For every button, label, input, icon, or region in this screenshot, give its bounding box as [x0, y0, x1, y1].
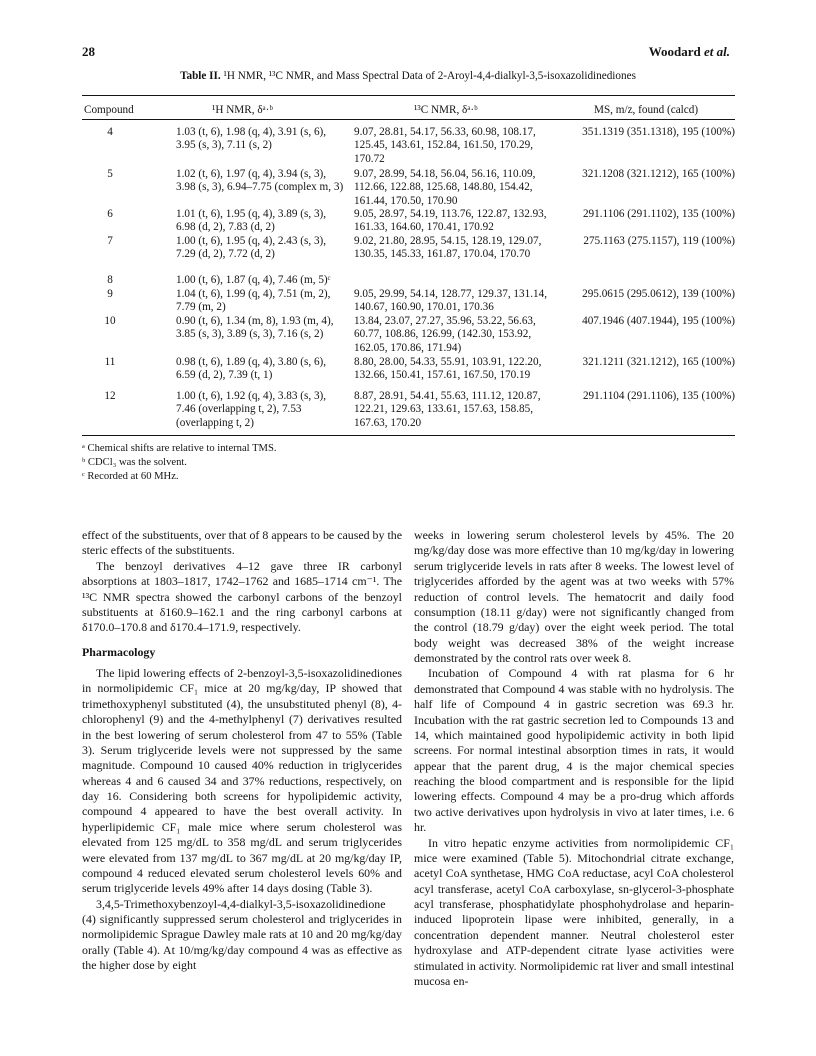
- h-nmr-cell: 1.03 (t, 6), 1.98 (q, 4), 3.91 (s, 6), 3.95 (s, 3), 7.11 (s, 2): [176, 126, 327, 152]
- compound-number: 8: [107, 274, 113, 286]
- ms-cell: 351.1319 (351.1318), 195 (100%): [582, 126, 735, 138]
- ms-cell: 295.0615 (295.0612), 139 (100%): [582, 288, 735, 300]
- table-header-ms: MS, m/z, found (calcd): [594, 104, 699, 116]
- body-paragraph: In vitro hepatic enzyme activities from normolipidemic CF₁ mice were examined (Table 5). Mitochondrial citrate exchange, acetyl CoA synthetase, HMG CoA reductase, acyl CoA cholesterol acyl transferase, acetyl CoA carboxylase, sn-glycerol-3-phosphate acyl transferase, phosphatidylate phosphohydrolase and heparin-induced lipoprotein lipase were inhibited, generally, in a concentration dependent manner. Neutral cholesterol ester hydroxylase and ATP-dependent citrate lyase activities were stimulated in activity. Normolipidemic rat liver and small intestinal mucosa en-: [414, 835, 734, 988]
- h-nmr-cell: 0.90 (t, 6), 1.34 (m, 8), 1.93 (m, 4), 3.85 (s, 3), 3.89 (s, 3), 7.16 (s, 2): [176, 315, 334, 341]
- c-nmr-cell: 8.80, 28.00, 54.33, 55.91, 103.91, 122.20, 132.66, 150.41, 157.61, 167.50, 170.19: [354, 356, 542, 382]
- compound-number: 7: [107, 235, 113, 247]
- ms-cell: 291.1104 (291.1106), 135 (100%): [582, 390, 735, 402]
- table-bottom-rule: [82, 435, 735, 436]
- body-paragraph: The benzoyl derivatives 4–12 gave three IR carbonyl absorptions at 1803–1817, 1742–1762 and 1685–1714 cm⁻¹. The ¹³C NMR spectra showed the carbonyl carbons of the benzoyl substituents at δ160.9–162.1 and the ring carbonyl carbons at δ170.0–170.8 and δ170.4–171.9, respectively.: [82, 558, 402, 635]
- compound-number: 12: [104, 390, 116, 402]
- h-nmr-cell: 1.00 (t, 6), 1.92 (q, 4), 3.83 (s, 3), 7.46 (overlapping t, 2), 7.53 (overlapping t, 2): [176, 390, 327, 429]
- compound-number: 10: [104, 315, 116, 327]
- h-nmr-cell: 1.00 (t, 6), 1.95 (q, 4), 2.43 (s, 3), 7.29 (d, 2), 7.72 (d, 2): [176, 235, 327, 261]
- h-nmr-cell: 0.98 (t, 6), 1.89 (q, 4), 3.80 (s, 6), 6.59 (d, 2), 7.39 (t, 1): [176, 356, 327, 382]
- footnote-c: ᶜ Recorded at 60 MHz.: [82, 470, 179, 482]
- footnote-b: ᵇ CDCl₃ was the solvent.: [82, 456, 187, 468]
- body-paragraph: 3,4,5-Trimethoxybenzoyl-4,4-dialkyl-3,5-isoxazolidinedione (4) significantly suppressed serum cholesterol and triglycerides in normolipidemic Sprague Dawley male rats at 10 and 20 mg/kg/day orally (Table 4). At 10/mg/kg/day compound 4 was as effective as the higher dose by eight: [82, 896, 402, 973]
- h-nmr-cell: 1.02 (t, 6), 1.97 (q, 4), 3.94 (s, 3), 3.98 (s, 3), 6.94–7.75 (complex m, 3): [176, 168, 344, 194]
- ms-cell: 321.1208 (321.1212), 165 (100%): [582, 168, 735, 180]
- page-number: 28: [82, 44, 95, 59]
- compound-number: 9: [107, 288, 113, 300]
- table-caption-label: Table II.: [180, 70, 221, 82]
- table-caption: [82, 70, 734, 82]
- section-heading-pharmacology: Pharmacology: [82, 644, 156, 659]
- ms-cell: 291.1106 (291.1102), 135 (100%): [582, 208, 735, 220]
- compound-number: 6: [107, 208, 113, 220]
- body-paragraph: effect of the substituents, over that of 8 appears to be caused by the steric effects of the substituents.: [82, 528, 402, 558]
- body-column-left: [82, 528, 402, 974]
- c-nmr-cell: 9.05, 29.99, 54.14, 128.77, 129.37, 131.14, 140.67, 160.90, 170.01, 170.36: [354, 288, 547, 314]
- c-nmr-cell: 9.05, 28.97, 54.19, 113.76, 122.87, 132.93, 161.33, 164.60, 170.41, 170.92: [354, 208, 547, 234]
- ms-cell: 321.1211 (321.1212), 165 (100%): [582, 356, 735, 368]
- table-top-rule: [82, 95, 735, 96]
- table-header-rule: [82, 119, 735, 120]
- running-head-etal: et al.: [704, 44, 730, 59]
- running-head: [649, 44, 730, 60]
- table-header-c-nmr: ¹³C NMR, δᵃ·ᵇ: [414, 104, 478, 116]
- h-nmr-cell: 1.00 (t, 6), 1.87 (q, 4), 7.46 (m, 5)ᶜ: [176, 274, 331, 286]
- footnote-a: ᵃ Chemical shifts are relative to internal TMS.: [82, 443, 277, 454]
- c-nmr-cell: 13.84, 23.07, 27.27, 35.96, 53.22, 56.63, 60.77, 108.86, 126.99, (142.30, 153.92, 162.05, 170.86, 171.94): [354, 315, 536, 354]
- body-column-right: [414, 528, 734, 989]
- table-header-compound: Compound: [84, 104, 134, 116]
- ms-cell: 407.1946 (407.1944), 195 (100%): [582, 315, 735, 327]
- compound-number: 5: [107, 168, 113, 180]
- body-paragraph: Incubation of Compound 4 with rat plasma for 6 hr demonstrated that Compound 4 was stable with no hydrolysis. The half life of Compound 4 in gastric secretion was 69.3 hr. Incubation with the rat gastric secretion led to Compounds 13 and 14, which maintained good hypolipidemic activity in both lipid screens. For normal intestinal absorption times in rats, it would appear that the parent drug, 4 is the major chemical species reaching the blood compartment and is responsible for the lipid lowering effects. Compound 4 may be a pro-drug which affords two active derivatives upon hydrolysis in vivo at later times, i.e. 6 hr.: [414, 666, 734, 835]
- table-footnotes: [82, 442, 277, 483]
- table-header-h-nmr: ¹H NMR, δᵃ·ᵇ: [212, 104, 273, 116]
- ms-cell: 275.1163 (275.1157), 119 (100%): [583, 235, 735, 247]
- compound-number: 4: [107, 126, 113, 138]
- body-paragraph: The lipid lowering effects of 2-benzoyl-3,5-isoxazolidinediones in normolipidemic CF₁ mice at 20 mg/kg/day, IP showed that trimethoxyphenyl substituted (4), the unsubstituted phenyl (8), 4-chlorophenyl (9) and the 4-methylphenyl (7) derivatives resulted in the best lowering of serum cholesterol from 47 to 55% (Table 3). Serum triglyceride levels were not suppressed by the same magnitude. Compound 10 caused 40% reduction in triglycerides whereas 4 and 6 caused 34 and 37% reductions, respectively, on day 16. Considering both screens for hypolipidemic activity, compound 4 appeared to have the best overall activity. In hyperlipidemic CF₁ male mice where serum cholesterol was elevated from 125 mg/dL to 358 mg/dL and serum triglycerides were elevated from 137 mg/dL to 367 mg/dL at 20 mg/kg/day IP, compound 4 reduced elevated serum cholesterol levels 60% and serum triglyceride levels 49% after 14 days dosing (Table 3).: [82, 666, 402, 896]
- c-nmr-cell: 9.07, 28.99, 54.18, 56.04, 56.16, 110.09, 112.66, 122.88, 125.68, 148.80, 154.42, 161.44, 170.50, 170.90: [354, 168, 536, 207]
- c-nmr-cell: 9.02, 21.80, 28.95, 54.15, 128.19, 129.07, 130.35, 145.33, 161.87, 170.04, 170.70: [354, 235, 542, 261]
- c-nmr-cell: 8.87, 28.91, 54.41, 55.63, 111.12, 120.87, 122.21, 129.63, 133.61, 157.63, 158.85, 167.63, 170.20: [354, 390, 541, 429]
- running-head-author: Woodard: [648, 44, 701, 59]
- h-nmr-cell: 1.04 (t, 6), 1.99 (q, 4), 7.51 (m, 2), 7.79 (m, 2): [176, 288, 331, 314]
- body-paragraph: weeks in lowering serum cholesterol levels by 45%. The 20 mg/kg/day dose was more effective than 10 mg/kg/day in lowering serum triglyceride levels in rats after 8 weeks. The lowest level of triglycerides afforded by the agent was at two weeks with 57% reduction of control levels. The hematocrit and daily food consumption (18.11 g/day) were not significantly changed from the control (18.79 g/day) over the eight week period. The total body weight was decreased 38% of the weight increase demonstrated by the control rats over week 8.: [414, 528, 734, 665]
- h-nmr-cell: 1.01 (t, 6), 1.95 (q, 4), 3.89 (s, 3), 6.98 (d, 2), 7.83 (d, 2): [176, 208, 327, 234]
- compound-number: 11: [104, 356, 116, 368]
- c-nmr-cell: 9.07, 28.81, 54.17, 56.33, 60.98, 108.17, 125.45, 143.61, 152.84, 161.50, 170.29, 170.72: [354, 126, 536, 165]
- table-caption-text: ¹H NMR, ¹³C NMR, and Mass Spectral Data of 2-Aroyl-4,4-dialkyl-3,5-isoxazolidinediones: [223, 70, 636, 82]
